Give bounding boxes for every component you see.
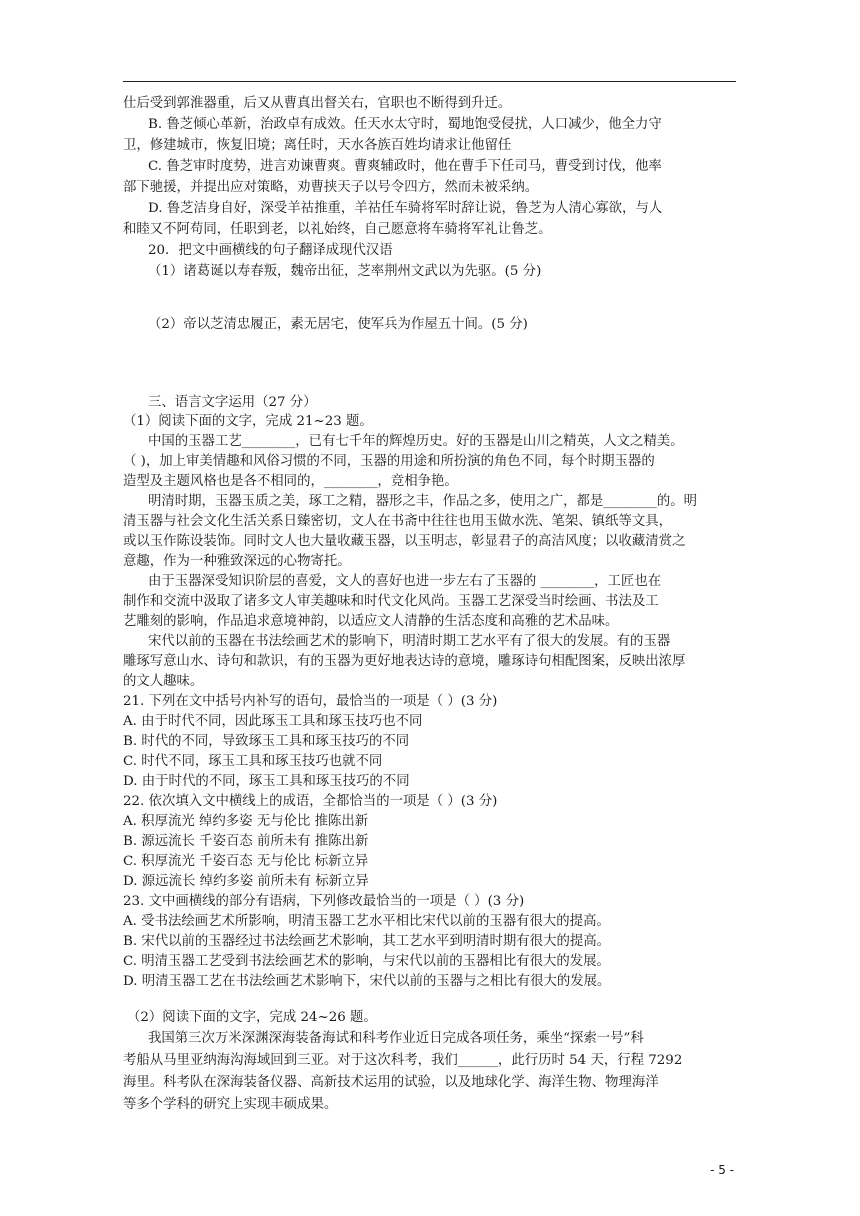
text-line: A. 积厚流光 绰约多姿 无与伦比 推陈出新 [123, 814, 369, 829]
text-line: B. 宋代以前的玉器经过书法绘画艺术影响，其工艺水平到明清时期有很大的提高。 [123, 934, 611, 949]
text-line: （2）阅读下面的文字，完成 24~26 题。 [127, 1010, 377, 1025]
text-line: 造型及主题风格也是各不相同的，________，竞相争艳。 [123, 474, 458, 489]
text-line: 考船从马里亚纳海沟海域回到三亚。对于这次科考，我们______，此行历时 54 天，行程 7292 [123, 1053, 683, 1068]
text-line: 20．把文中画横线的句子翻译成现代汉语 [148, 243, 393, 258]
text-line: 等多个学科的研究上实现丰硕成果。 [123, 1097, 338, 1112]
text-line: 我国第三次万米深渊深海装备海试和科考作业近日完成各项任务，乘坐“探索一号”科 [148, 1031, 644, 1046]
text-line: D. 鲁芝洁身自好，深受羊祜推重，羊祜任车骑将军时辞让说，鲁芝为人清心寡欲，与人 [148, 201, 663, 216]
text-line: （1）阅读下面的文字，完成 21~23 题。 [123, 414, 373, 429]
text-line: D. 明清玉器工艺在书法绘画艺术影响下，宋代以前的玉器与之相比有很大的发展。 [123, 974, 611, 989]
text-line: B. 鲁芝倾心革新，治政卓有成效。任天水太守时，蜀地饱受侵扰，人口减少，他全力守 [148, 117, 662, 132]
text-line: 雕琢写意山水、诗句和款识，有的玉器为更好地表达诗的意境，雕琢诗句相配图案，反映出浓厚 [123, 654, 686, 669]
text-line: 部下驰援，并提出应对策略，劝曹挟天子以号令四方，然而未被采纳。 [123, 180, 539, 195]
text-line: A. 由于时代不同，因此琢玉工具和琢玉技巧也不同 [123, 714, 423, 729]
text-line: A. 受书法绘画艺术所影响，明清玉器工艺水平相比宋代以前的玉器有很大的提高。 [123, 914, 610, 929]
text-line: （1）诸葛诞以寿春叛，魏帝出征，芝率荆州文武以为先驱。(5 分) [148, 264, 542, 279]
page-number: - 5 - [710, 1163, 734, 1177]
text-line: 22. 依次填入文中横线上的成语，全都恰当的一项是（ ）(3 分) [123, 794, 498, 809]
text-line: 21. 下列在文中括号内补写的语句，最恰当的一项是（ ）(3 分) [123, 694, 498, 709]
text-line: 明清时期，玉器玉质之美，琢工之精，器形之丰，作品之多，使用之广，都是________的。明 [148, 494, 698, 509]
text-line: B. 时代的不同，导致琢玉工具和琢玉技巧的不同 [123, 734, 410, 749]
text-line: 和睦又不阿苟同，任职到老，以礼始终，自己愿意将车骑将军礼让鲁芝。 [123, 222, 552, 237]
text-line: （ )，加上审美情趣和风俗习惯的不同，玉器的用途和所扮演的角色不同，每个时期玉器的 [123, 454, 655, 469]
text-line: 卫，修建城市，恢复旧境；离任时，天水各族百姓均请求让他留任 [123, 138, 512, 153]
text-line: 三、语言文字运用（27 分） [148, 395, 317, 410]
text-line: 仕后受到郭淮器重，后又从曹真出督关右，官职也不断得到升迁。 [123, 96, 512, 111]
text-line: C. 积厚流光 千姿百态 无与伦比 标新立异 [123, 854, 369, 869]
text-line: D. 由于时代的不同，琢玉工具和琢玉技巧的不同 [123, 774, 410, 789]
text-line: 宋代以前的玉器在书法绘画艺术的影响下，明清时期工艺水平有了很大的发展。有的玉器 [148, 634, 671, 649]
text-line: 由于玉器深受知识阶层的喜爱，文人的喜好也进一步左右了玉器的 ________，工匠也在 [148, 574, 662, 589]
text-line: 艺雕刻的影响，作品追求意境神韵，以适应文人清静的生活态度和高雅的艺术品味。 [123, 614, 619, 629]
text-line: 23. 文中画横线的部分有语病，下列修改最恰当的一项是（ ）(3 分) [123, 894, 525, 909]
text-line: 制作和交流中汲取了诸多文人审美趣味和时代文化风尚。玉器工艺深受当时绘画、书法及工 [123, 594, 659, 609]
text-line: B. 源远流长 千姿百态 前所未有 推陈出新 [123, 834, 369, 849]
text-line: 意趣，作为一种雅致深远的心物寄托。 [123, 554, 351, 569]
text-line: C. 鲁芝审时度势，进言劝谏曹爽。曹爽辅政时，他在曹手下任司马，曹受到讨伐，他率 [148, 159, 662, 174]
text-line: C. 明清玉器工艺受到书法绘画艺术的影响，与宋代以前的玉器相比有很大的发展。 [123, 954, 610, 969]
text-line: 或以玉作陈设装饰。同时文人也大量收藏玉器，以玉明志，彰显君子的高洁风度；以收藏清赏之 [123, 534, 686, 549]
text-line: D. 源远流长 绰约多姿 前所未有 标新立异 [123, 874, 369, 889]
text-line: 中国的玉器工艺________，已有七千年的辉煌历史。好的玉器是山川之精英，人文之精美。 [148, 434, 684, 449]
text-line: 海里。科考队在深海装备仪器、高新技术运用的试验，以及地球化学、海洋生物、物理海洋 [123, 1075, 659, 1090]
text-line: （2）帝以芝清忠履正，素无居宅，使军兵为作屋五十间。(5 分) [148, 317, 528, 332]
header-rule [123, 81, 736, 82]
text-line: 的文人趣味。 [123, 674, 204, 689]
text-line: C. 时代不同，琢玉工具和琢玉技巧也就不同 [123, 754, 383, 769]
text-line: 清玉器与社会文化生活关系日臻密切，文人在书斋中往往也用玉做水洗、笔架、镇纸等文具， [123, 514, 673, 529]
